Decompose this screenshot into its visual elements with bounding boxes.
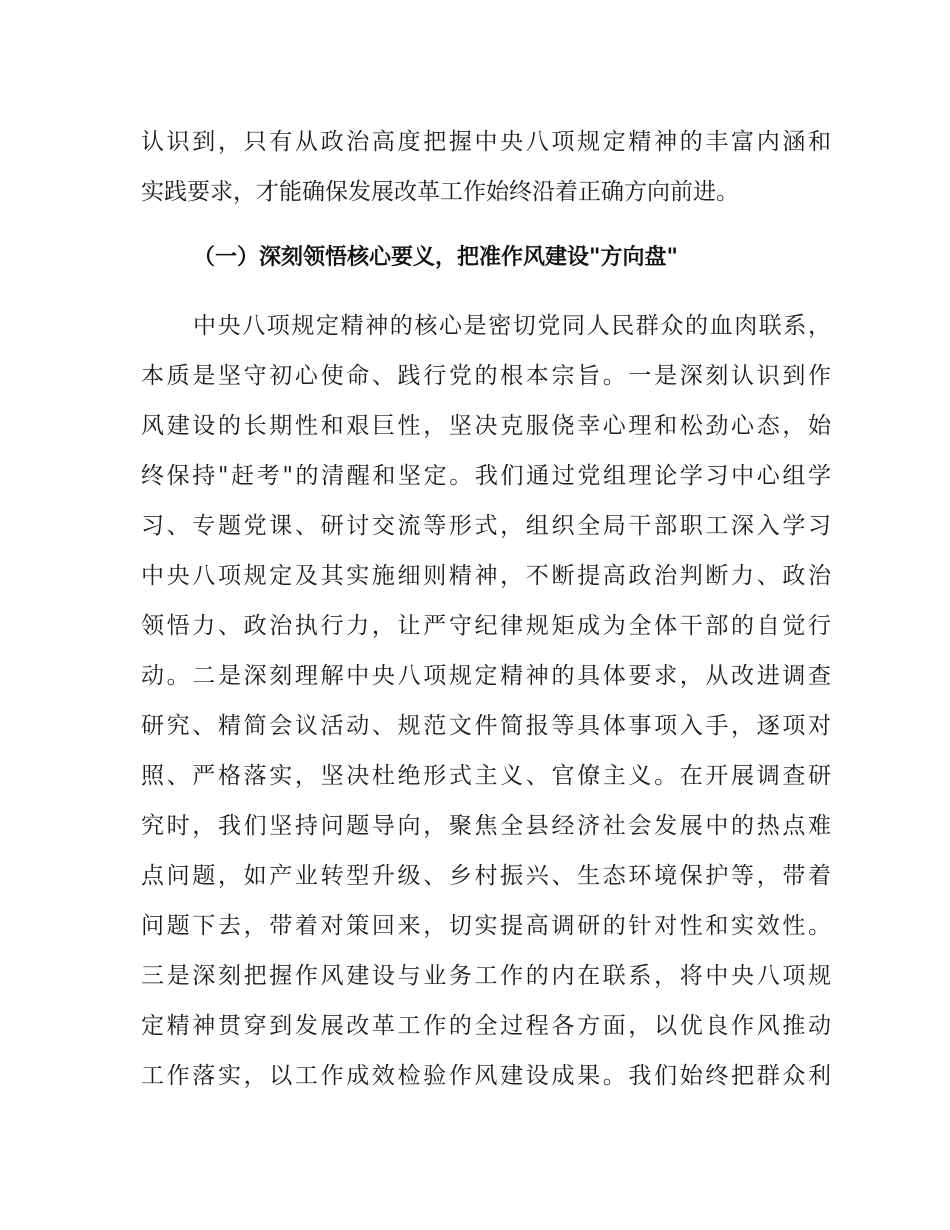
text-line-5: 风建设的长期性和艰巨性，坚决克服侥幸心理和松劲心态，始: [141, 413, 831, 439]
text-line-3: 中央八项规定精神的核心是密切党同人民群众的血肉联系，: [193, 313, 831, 339]
text-line-10: 动。二是深刻理解中央八项规定精神的具体要求，从改进调查: [141, 663, 831, 689]
text-line-18: 工作落实，以工作成效检验作风建设成果。我们始终把群众利: [141, 1063, 831, 1089]
text-line-14: 点问题，如产业转型升级、乡村振兴、生态环境保护等，带着: [141, 863, 831, 889]
text-line-6: 终保持"赶考"的清醒和坚定。我们通过党组理论学习中心组学: [141, 463, 831, 489]
text-line-4: 本质是坚守初心使命、践行党的根本宗旨。一是深刻认识到作: [141, 363, 831, 389]
text-line-13: 究时，我们坚持问题导向，聚焦全县经济社会发展中的热点难: [141, 813, 831, 839]
text-line-17: 定精神贯穿到发展改革工作的全过程各方面，以优良作风推动: [141, 1013, 831, 1039]
text-line-1: 认识到，只有从政治高度把握中央八项规定精神的丰富内涵和: [141, 129, 831, 155]
text-line-11: 研究、精简会议活动、规范文件简报等具体事项入手，逐项对: [141, 713, 831, 739]
text-line-9: 领悟力、政治执行力，让严守纪律规矩成为全体干部的自觉行: [141, 613, 831, 639]
text-line-7: 习、专题党课、研讨交流等形式，组织全局干部职工深入学习: [141, 513, 831, 539]
text-line-16: 三是深刻把握作风建设与业务工作的内在联系，将中央八项规: [141, 963, 831, 989]
section-heading: （一）深刻领悟核心要义，把准作风建设"方向盘": [193, 245, 678, 270]
text-line-8: 中央八项规定及其实施细则精神，不断提高政治判断力、政治: [141, 563, 831, 589]
text-line-15: 问题下去，带着对策回来，切实提高调研的针对性和实效性。: [141, 913, 831, 939]
text-line-2: 实践要求，才能确保发展改革工作始终沿着正确方向前进。: [141, 179, 739, 205]
text-line-12: 照、严格落实，坚决杜绝形式主义、官僚主义。在开展调查研: [141, 763, 831, 789]
